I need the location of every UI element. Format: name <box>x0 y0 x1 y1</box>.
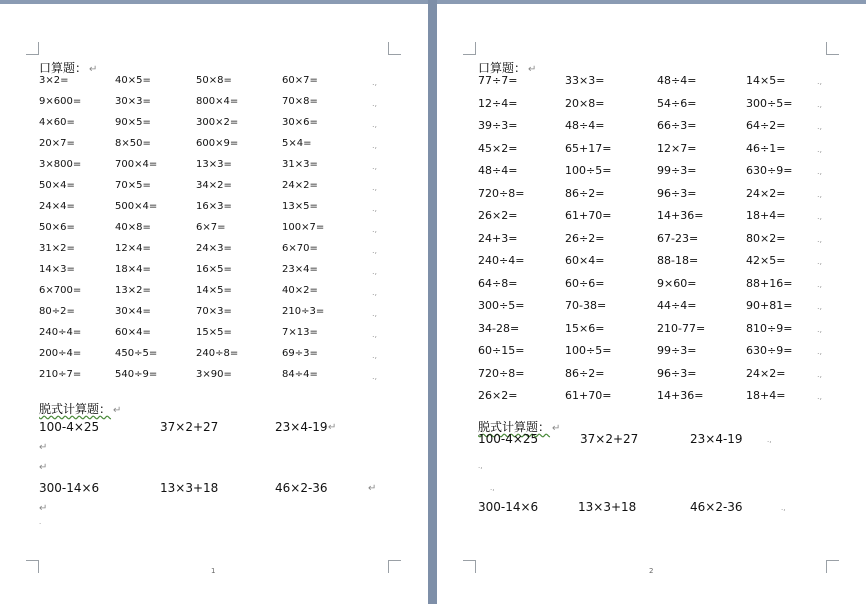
crop-mark-bottom-right <box>826 560 839 573</box>
paragraph-mark: . <box>39 518 42 526</box>
oral-problem: 60×4= <box>115 327 151 338</box>
oral-problem: 33×3= <box>565 74 605 87</box>
paragraph-mark: ., <box>817 279 823 289</box>
crop-mark-top-right <box>388 42 401 55</box>
oral-problem: 210-77= <box>657 321 706 335</box>
oral-problem: 61+70= <box>565 389 612 402</box>
paragraph-mark: ., <box>372 288 378 297</box>
oral-problem: 240÷4= <box>478 254 525 267</box>
oral-problem: 48÷4= <box>657 74 697 87</box>
oral-problem: 64÷2= <box>746 119 786 132</box>
oral-problem: 70×8= <box>282 96 318 107</box>
oral-problem: 23×4= <box>282 264 318 275</box>
oral-problem: 13×5= <box>282 201 318 212</box>
oral-problem: 26×2= <box>478 209 518 222</box>
paragraph-mark: ., <box>372 351 378 360</box>
oral-problem: 14+36= <box>657 209 704 222</box>
paragraph-mark: ., <box>817 167 823 176</box>
paragraph-mark: ., <box>817 347 823 356</box>
oral-problem: 64÷8= <box>478 276 518 290</box>
oral-problem: 60×4= <box>565 254 605 267</box>
oral-problem: 80×2= <box>746 231 786 245</box>
paragraph-mark: ., <box>817 212 823 221</box>
oral-problem: 200÷4= <box>39 348 82 359</box>
detach-problem: 300-14×6 <box>39 481 100 495</box>
page-number: 1 <box>211 567 216 575</box>
paragraph-mark: ↵ <box>328 422 337 433</box>
paragraph-mark: ., <box>372 267 378 276</box>
paragraph-mark: ., <box>372 162 378 171</box>
page-number: 2 <box>649 567 654 575</box>
oral-calc-grid <box>0 75 428 390</box>
oral-problem: 6×70= <box>282 243 318 254</box>
oral-problem: 34-28= <box>478 321 520 335</box>
oral-problem: 39÷3= <box>478 119 518 132</box>
oral-calc-row <box>0 369 428 390</box>
paragraph-mark: ., <box>372 183 378 192</box>
oral-problem: 210÷3= <box>282 306 325 317</box>
oral-problem: 15×6= <box>565 321 605 335</box>
oral-calc-grid <box>437 74 866 412</box>
oral-problem: 300÷5= <box>478 299 525 312</box>
oral-problem: 70×5= <box>115 180 151 191</box>
oral-calc-row <box>0 96 428 117</box>
oral-problem: 67-23= <box>657 231 699 245</box>
oral-calc-row <box>437 209 866 232</box>
oral-problem: 14+36= <box>657 389 704 402</box>
oral-problem: 4×60= <box>39 117 75 128</box>
oral-problem: 16×3= <box>196 201 232 212</box>
paragraph-mark: ↵ <box>39 503 48 514</box>
oral-problem: 720÷8= <box>478 186 525 200</box>
paragraph-mark: ., <box>817 99 823 109</box>
oral-problem: 48÷4= <box>565 119 605 132</box>
oral-calc-row <box>437 74 866 97</box>
crop-mark-top-left <box>26 42 39 55</box>
oral-calc-row <box>437 232 866 255</box>
oral-calc-row <box>437 367 866 390</box>
oral-problem: 14×5= <box>196 285 232 296</box>
oral-calc-row <box>437 187 866 210</box>
oral-problem: 61+70= <box>565 209 612 222</box>
oral-problem: 18+4= <box>746 209 786 222</box>
oral-problem: 500×4= <box>115 201 158 212</box>
oral-problem: 77÷7= <box>478 74 518 87</box>
oral-problem: 86÷2= <box>565 186 605 200</box>
detach-problem: 13×3+18 <box>578 500 637 514</box>
detach-problem: 100-4×25 <box>39 420 100 434</box>
oral-calc-row <box>0 75 428 96</box>
oral-problem: 90+81= <box>746 299 793 312</box>
paragraph-mark: ., <box>372 309 378 318</box>
paragraph-mark: ., <box>372 99 378 108</box>
oral-problem: 60÷15= <box>478 344 525 357</box>
oral-problem: 14×3= <box>39 264 75 275</box>
oral-problem: 800×4= <box>196 96 239 107</box>
oral-calc-heading: 口算题： ↵ <box>39 61 98 75</box>
oral-problem: 3×800= <box>39 159 82 170</box>
detach-problem: 300-14×6 <box>478 500 539 514</box>
oral-problem: 50×4= <box>39 180 75 191</box>
detach-problem: 100-4×25 <box>478 432 539 446</box>
detach-problem: 46×2-36 <box>275 481 328 495</box>
detach-problem: 46×2-36 <box>690 500 743 514</box>
crop-mark-top-left <box>463 42 476 55</box>
detach-problem: 23×4-19 <box>690 432 743 446</box>
oral-problem: 88-18= <box>657 254 699 267</box>
paragraph-mark: ., <box>817 122 823 131</box>
paragraph-mark: ., <box>478 462 483 470</box>
oral-calc-row <box>0 222 428 243</box>
oral-calc-row <box>437 164 866 187</box>
paragraph-mark: ., <box>817 77 823 86</box>
oral-problem: 630÷9= <box>746 164 793 177</box>
oral-problem: 20×8= <box>565 96 605 110</box>
crop-mark-bottom-right <box>388 560 401 573</box>
paragraph-mark: ., <box>817 369 823 379</box>
oral-calc-row <box>0 348 428 369</box>
oral-problem: 600×9= <box>196 138 239 149</box>
oral-calc-row <box>437 254 866 277</box>
oral-calc-row <box>437 277 866 300</box>
oral-problem: 12÷4= <box>478 96 518 110</box>
oral-problem: 700×4= <box>115 159 158 170</box>
oral-problem: 16×5= <box>196 264 232 275</box>
oral-problem: 60×7= <box>282 75 318 86</box>
oral-problem: 34×2= <box>196 180 232 191</box>
oral-calc-row <box>437 389 866 412</box>
oral-problem: 90×5= <box>115 117 151 128</box>
oral-problem: 70-38= <box>565 299 607 312</box>
oral-calc-row <box>437 344 866 367</box>
oral-calc-row <box>0 243 428 264</box>
paragraph-mark: ↵ <box>39 462 48 473</box>
oral-problem: 26÷2= <box>565 231 605 245</box>
crop-mark-bottom-left <box>463 560 476 573</box>
detach-calc-heading: 脱式计算题： ↵ <box>478 420 561 434</box>
paragraph-mark: ., <box>817 257 823 266</box>
oral-problem: 84÷4= <box>282 369 318 380</box>
oral-problem: 8×50= <box>115 138 151 149</box>
oral-calc-row <box>437 97 866 120</box>
oral-problem: 70×3= <box>196 306 232 317</box>
detach-problem: 13×3+18 <box>160 481 219 495</box>
oral-calc-row <box>0 306 428 327</box>
paragraph-mark: ., <box>372 204 378 213</box>
oral-problem: 5×4= <box>282 138 312 149</box>
oral-problem: 80÷2= <box>39 306 75 317</box>
oral-problem: 54÷6= <box>657 96 697 110</box>
oral-problem: 3×2= <box>39 75 69 86</box>
detach-problem: 37×2+27 <box>160 420 219 434</box>
oral-problem: 210÷7= <box>39 369 82 380</box>
detach-problem: 23×4-19 <box>275 420 328 434</box>
oral-problem: 6×700= <box>39 285 82 296</box>
oral-problem: 100÷5= <box>565 164 612 177</box>
oral-problem: 24+3= <box>478 231 518 245</box>
oral-calc-row <box>0 327 428 348</box>
oral-problem: 18×4= <box>115 264 151 275</box>
oral-problem: 24×4= <box>39 201 75 212</box>
oral-calc-row <box>0 264 428 285</box>
oral-problem: 450÷5= <box>115 348 158 359</box>
paragraph-mark: ., <box>372 372 378 381</box>
oral-problem: 24×2= <box>746 366 786 380</box>
oral-problem: 20×7= <box>39 138 75 149</box>
oral-calc-row <box>0 285 428 306</box>
oral-problem: 66÷3= <box>657 119 697 132</box>
oral-problem: 50×6= <box>39 222 75 233</box>
oral-problem: 24×2= <box>746 186 786 200</box>
oral-problem: 14×5= <box>746 74 786 87</box>
paragraph-mark: ., <box>372 141 378 150</box>
oral-problem: 15×5= <box>196 327 232 338</box>
paragraph-mark: ., <box>817 302 823 311</box>
paragraph-mark: ., <box>767 436 772 444</box>
oral-problem: 45×2= <box>478 141 518 155</box>
oral-problem: 540÷9= <box>115 369 158 380</box>
oral-problem: 96÷3= <box>657 366 697 380</box>
paragraph-mark: ↵ <box>368 483 377 494</box>
oral-problem: 96÷3= <box>657 186 697 200</box>
oral-problem: 100×7= <box>282 222 325 233</box>
oral-problem: 26×2= <box>478 389 518 402</box>
oral-problem: 31×3= <box>282 159 318 170</box>
oral-problem: 42×5= <box>746 254 786 267</box>
oral-calc-row <box>0 180 428 201</box>
oral-problem: 40×5= <box>115 75 151 86</box>
paragraph-mark: ., <box>490 484 495 492</box>
oral-problem: 12×7= <box>657 141 697 155</box>
paragraph-mark: ., <box>372 246 378 255</box>
oral-problem: 9×600= <box>39 96 82 107</box>
paragraph-mark: ↵ <box>39 442 48 453</box>
oral-problem: 99÷3= <box>657 164 697 177</box>
paragraph-mark: ., <box>372 330 378 339</box>
oral-problem: 30×4= <box>115 306 151 317</box>
oral-calc-row <box>0 159 428 180</box>
oral-calc-row <box>437 119 866 142</box>
oral-calc-row <box>437 299 866 322</box>
oral-problem: 69÷3= <box>282 348 318 359</box>
oral-problem: 9×60= <box>657 276 697 290</box>
paragraph-mark: ., <box>372 120 378 129</box>
oral-calc-heading: 口算题： ↵ <box>478 61 537 75</box>
oral-problem: 630÷9= <box>746 344 793 357</box>
oral-problem: 100÷5= <box>565 344 612 357</box>
oral-problem: 30×3= <box>115 96 151 107</box>
oral-problem: 7×13= <box>282 327 318 338</box>
paragraph-mark: ., <box>781 504 786 512</box>
oral-problem: 300×2= <box>196 117 239 128</box>
oral-problem: 6×7= <box>196 222 226 233</box>
oral-problem: 24×2= <box>282 180 318 191</box>
oral-problem: 12×4= <box>115 243 151 254</box>
oral-problem: 13×3= <box>196 159 232 170</box>
paragraph-mark: ., <box>817 189 823 199</box>
detach-calc-heading: 脱式计算题： ↵ <box>39 402 122 416</box>
oral-problem: 240÷8= <box>196 348 239 359</box>
paragraph-mark: ., <box>817 324 823 334</box>
oral-problem: 300÷5= <box>746 96 793 110</box>
crop-mark-top-right <box>826 42 839 55</box>
oral-calc-row <box>437 322 866 345</box>
oral-problem: 40×2= <box>282 285 318 296</box>
oral-problem: 24×3= <box>196 243 232 254</box>
oral-problem: 99÷3= <box>657 344 697 357</box>
oral-problem: 720÷8= <box>478 366 525 380</box>
oral-calc-row <box>0 117 428 138</box>
oral-problem: 240÷4= <box>39 327 82 338</box>
paragraph-mark: ., <box>817 392 823 401</box>
oral-calc-row <box>437 142 866 165</box>
oral-problem: 31×2= <box>39 243 75 254</box>
oral-problem: 13×2= <box>115 285 151 296</box>
oral-problem: 30×6= <box>282 117 318 128</box>
oral-problem: 88+16= <box>746 276 793 290</box>
oral-problem: 44÷4= <box>657 299 697 312</box>
oral-problem: 48÷4= <box>478 164 518 177</box>
paragraph-mark: ., <box>372 78 378 87</box>
oral-calc-row <box>0 138 428 159</box>
crop-mark-bottom-left <box>26 560 39 573</box>
oral-problem: 810÷9= <box>746 321 793 335</box>
oral-problem: 40×8= <box>115 222 151 233</box>
oral-problem: 50×8= <box>196 75 232 86</box>
page-gap <box>428 0 437 604</box>
oral-problem: 65+17= <box>565 141 612 155</box>
detach-problem: 37×2+27 <box>580 432 639 446</box>
document-page-1[interactable] <box>0 4 428 604</box>
oral-problem: 86÷2= <box>565 366 605 380</box>
oral-calc-row <box>0 201 428 222</box>
paragraph-mark: ., <box>817 144 823 154</box>
document-page-2[interactable] <box>437 4 866 604</box>
paragraph-mark: ., <box>817 234 823 244</box>
oral-problem: 60÷6= <box>565 276 605 290</box>
oral-problem: 18+4= <box>746 389 786 402</box>
oral-problem: 3×90= <box>196 369 232 380</box>
oral-problem: 46÷1= <box>746 141 786 155</box>
paragraph-mark: ., <box>372 225 378 234</box>
